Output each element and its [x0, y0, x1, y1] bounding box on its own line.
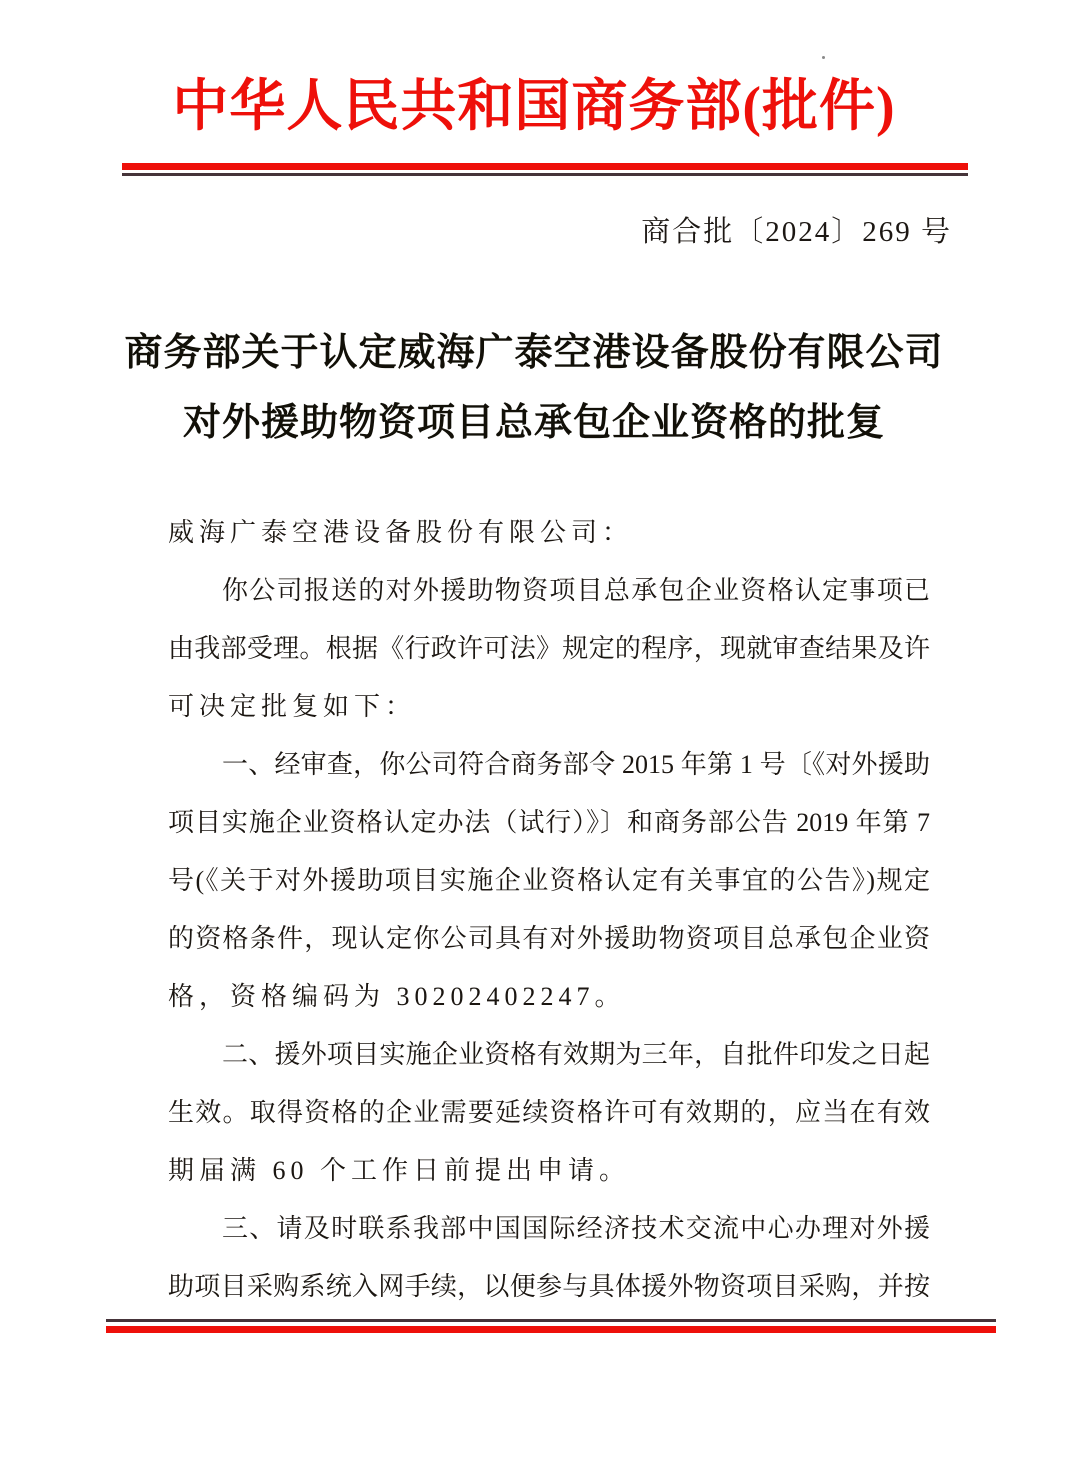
- body-line: 格，资格编码为 30202402247。: [168, 982, 626, 1011]
- footer-rule-black: [106, 1319, 996, 1322]
- body-line: 期届满 60 个工作日前提出申请。: [168, 1156, 631, 1185]
- body-line: 助项目采购系统入网手续，以便参与具体援外物资项目采购，并按: [168, 1272, 930, 1301]
- document-number: 商合批〔2024〕269 号: [641, 216, 952, 248]
- body-line: 你公司报送的对外援助物资项目总承包企业资格认定事项已: [222, 576, 930, 605]
- body-line: 项目实施企业资格认定办法（试行）》〕和商务部公告 2019 年第 7: [168, 808, 930, 837]
- footer-rule-red: [106, 1326, 996, 1333]
- letterhead-rule-red: [122, 163, 968, 170]
- body-line-item-2: 二、援外项目实施企业资格有效期为三年，自批件印发之日起: [222, 1040, 930, 1069]
- letterhead-title: 中华人民共和国商务部(批件): [172, 76, 896, 138]
- body-line: 号(《关于对外援助项目实施企业资格认定有关事宜的公告》)规定: [168, 866, 930, 895]
- body-line: 的资格条件，现认定你公司具有对外援助物资项目总承包企业资: [168, 924, 930, 953]
- document-title: [0, 318, 1068, 458]
- document-body: [168, 504, 930, 1316]
- body-line-item-3: 三、请及时联系我部中国国际经济技术交流中心办理对外援: [222, 1214, 930, 1243]
- body-line-item-1: 一、经审查，你公司符合商务部令 2015 年第 1 号〔《对外援助: [222, 750, 930, 779]
- scan-artifact-dot: [822, 56, 825, 59]
- body-line: 可决定批复如下：: [168, 692, 417, 721]
- body-line-salutation: 威海广泰空港设备股份有限公司：: [168, 518, 634, 547]
- document-title-line-1: 商务部关于认定威海广泰空港设备股份有限公司: [124, 332, 944, 374]
- document-title-line-2: 对外援助物资项目总承包企业资格的批复: [182, 402, 885, 444]
- body-line: 由我部受理。根据《行政许可法》规定的程序，现就审查结果及许: [168, 634, 930, 663]
- letterhead-rule-black: [122, 173, 968, 176]
- body-line: 生效。取得资格的企业需要延续资格许可有效期的，应当在有效: [168, 1098, 930, 1127]
